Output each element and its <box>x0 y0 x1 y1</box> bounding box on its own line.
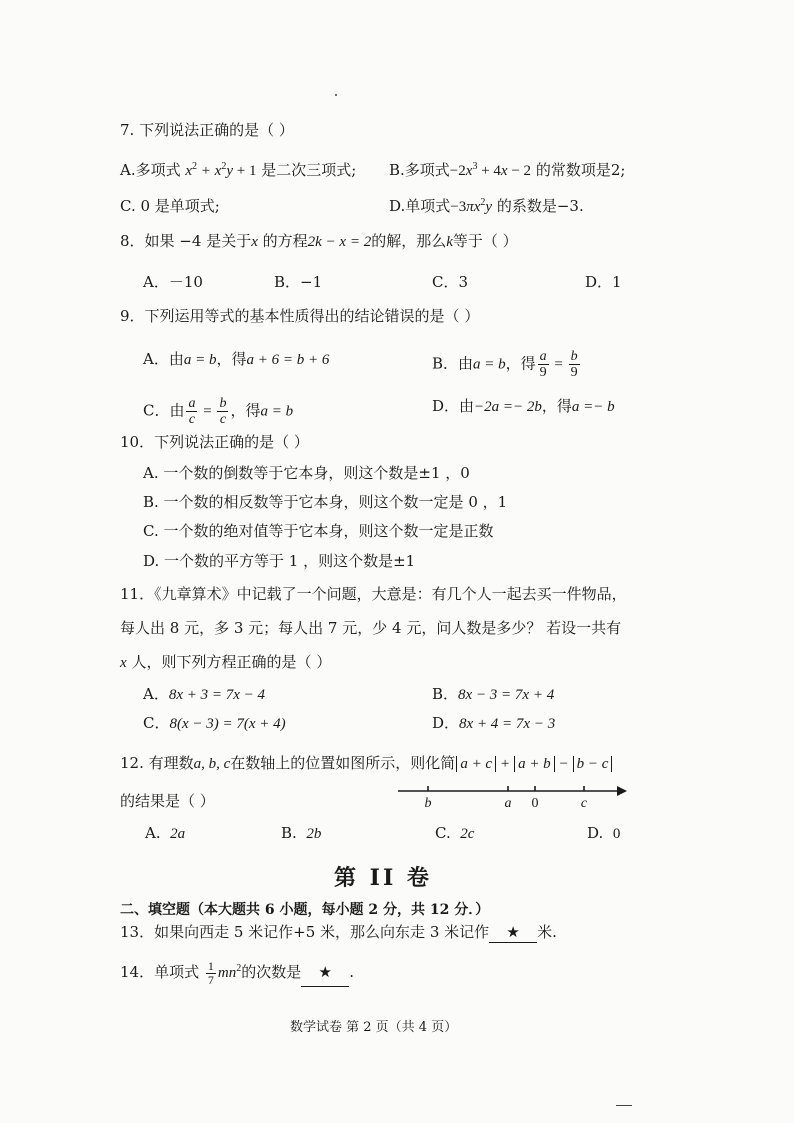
q9-option-b: B．由a = b，得 $\frac{a}{9}$ = $\frac{b}{9}$ <box>432 349 578 380</box>
q13: 13．如果向西走 5 米记作+5 米，那么向东走 3 米记作 ★ 米. <box>120 923 557 941</box>
q11-line-2: 每人出 8 元，多 3 元；每人出 7 元，少 4 元，问人数是多少？ 若设一共有 <box>120 619 622 637</box>
q8-option-b: B．−1 <box>274 273 323 291</box>
q9-stem: 9．下列运用等式的基本性质得出的结论错误的是（ ） <box>120 307 480 325</box>
section-title: 第 II 卷 <box>334 865 432 891</box>
q13-answer-blank: ★ <box>489 922 537 943</box>
q7-option-b: B.多项式$-2x^3 + 4x - 2$ 的常数项是2; <box>389 161 626 179</box>
q12-option-d: D. 0 <box>587 824 621 842</box>
q9-option-c: C．由 $\frac{a}{c}$ = $\frac{b}{c}$ ，得a = b <box>143 396 294 427</box>
q11-option-b: B．8x − 3 = 7x + 4 <box>432 685 555 703</box>
scan-speck <box>616 1105 632 1106</box>
q11-option-d: D．8x + 4 = 7x − 3 <box>432 714 556 732</box>
q10-stem: 10．下列说法正确的是（ ） <box>120 433 309 451</box>
number-line-arrow <box>617 786 627 796</box>
scan-speck <box>335 94 337 96</box>
q14-answer-blank: ★ <box>301 958 349 987</box>
q11-line-3: x 人，则下列方程正确的是（ ） <box>120 653 332 671</box>
axis-label-c: c <box>580 796 588 811</box>
q9-option-a: A．由a = b，得a + 6 = b + 6 <box>143 350 330 368</box>
axis-label-a: a <box>504 796 512 811</box>
section-heading: 二、填空题（本大题共 6 小题，每小题 2 分，共 12 分．） <box>120 902 490 918</box>
q12-option-a: A. 2a <box>145 824 186 842</box>
q12-option-c: C. 2c <box>435 824 475 842</box>
q14: 14．单项式 $\frac{1}{7}$ $mn^2$的次数是 ★ . <box>120 958 354 987</box>
q8-option-d: D．1 <box>585 273 622 291</box>
q8-stem: 8．如果 −4 是关于x 的方程2k − x = 2的解，那么k等于（ ） <box>120 232 518 250</box>
q11-line-1: 11．《九章算术》中记载了一个问题，大意是：有几个人一起去买一件物品， <box>120 585 627 603</box>
q11-option-a: A．8x + 3 = 7x − 4 <box>143 685 266 703</box>
q10-option-a: A. 一个数的倒数等于它本身，则这个数是±1 ，0 <box>143 464 470 482</box>
page-footer: 数学试卷 第 2 页（共 4 页） <box>290 1020 458 1035</box>
q10-option-c: C. 一个数的绝对值等于它本身，则这个数一定是正数 <box>143 522 494 540</box>
q11-option-c: C．8(x − 3) = 7(x + 4) <box>143 714 286 732</box>
q7-option-a: A.多项式 $x^2 + x^2y + 1$ 是二次三项式; <box>120 161 357 179</box>
q8-option-c: C．3 <box>432 273 469 291</box>
q12-stem: 12. 有理数a, b, c在数轴上的位置如图所示，则化简 a + c + a + b − b − c <box>120 753 613 774</box>
q9-option-d: D．由−2a =− 2b，得a =− b <box>432 397 615 415</box>
q12-stem-line-2: 的结果是（ ） <box>120 792 215 810</box>
q8-option-a: A．－10 <box>143 273 203 291</box>
number-line <box>395 778 635 812</box>
q7-option-c: C. 0 是单项式; <box>120 197 220 215</box>
q12-option-b: B. 2b <box>281 824 322 842</box>
q10-option-b: B. 一个数的相反数等于它本身，则这个数一定是 0 ，1 <box>143 493 508 511</box>
q7-option-d: D.单项式$-3\pi x^2y$ 的系数是−3. <box>389 197 584 215</box>
axis-label-zero: 0 <box>531 796 539 811</box>
q7-stem: 7. 下列说法正确的是（ ） <box>120 121 294 139</box>
axis-label-b: b <box>424 796 432 811</box>
q10-option-d: D. 一个数的平方等于 1 ，则这个数是±1 <box>143 552 416 570</box>
